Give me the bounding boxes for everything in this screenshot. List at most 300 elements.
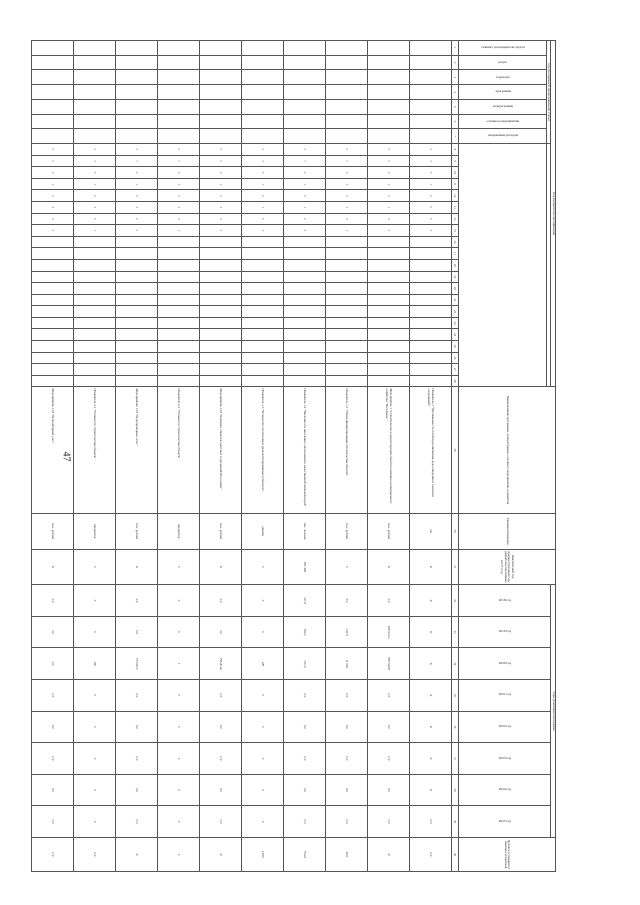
row-year-value: Х <box>409 680 451 712</box>
code-digit-cell: 7 <box>31 155 73 167</box>
row-unit: тыс. рублей <box>115 513 157 549</box>
code-digit-cell: 0 <box>325 167 367 179</box>
code-digit-cell <box>31 70 73 85</box>
code-digit-cell: 1 <box>241 202 283 214</box>
code-digit-cell: 0 <box>157 213 199 225</box>
row-year-value: 0,0 <box>367 680 409 712</box>
row-year-value: 158 204,0 <box>199 648 241 680</box>
row-base-value: 0 <box>73 549 115 585</box>
code-digit-cell <box>367 259 409 271</box>
code-digit-cell <box>73 55 115 70</box>
row-year-value: 0,0 <box>31 743 73 775</box>
code-digit-cell <box>325 271 367 283</box>
row-year-value: Х <box>409 743 451 775</box>
code-digit-cell <box>325 329 367 341</box>
row-year-value: 0,0 <box>283 711 325 743</box>
code-digit-cell <box>31 271 73 283</box>
row-year-value: 0 <box>73 806 115 838</box>
header-code-col: программы <box>458 85 546 100</box>
code-digit-cell: 0 <box>409 190 451 202</box>
row-year-value: 0 <box>157 616 199 648</box>
code-digit-cell <box>367 364 409 376</box>
code-digit-cell <box>115 85 157 100</box>
code-digit-cell <box>325 259 367 271</box>
code-digit-cell: 0 <box>409 213 451 225</box>
code-digit-cell <box>73 375 115 387</box>
code-digit-cell: 0 <box>199 213 241 225</box>
code-digit-cell <box>367 329 409 341</box>
code-digit-cell: 0 <box>199 190 241 202</box>
row-final-value: 0,0 <box>31 837 73 871</box>
code-digit-cell <box>157 283 199 295</box>
code-digit-cell: 7 <box>283 155 325 167</box>
code-digit-cell <box>367 294 409 306</box>
code-digit-cell <box>115 248 157 260</box>
code-digit-cell: 0 <box>241 167 283 179</box>
code-digit-cell <box>115 236 157 248</box>
code-digit-cell <box>283 317 325 329</box>
row-year-value: 0 <box>241 806 283 838</box>
code-digit-cell: 0 <box>73 190 115 202</box>
code-digit-cell <box>409 317 451 329</box>
code-digit-cell <box>325 294 367 306</box>
row-final-value: 0,0 <box>409 837 451 871</box>
code-digit-cell: 0 <box>115 190 157 202</box>
code-digit-cell <box>325 375 367 387</box>
row-year-value: 0,0 <box>31 806 73 838</box>
column-number: 9 <box>451 155 458 167</box>
code-digit-cell <box>325 317 367 329</box>
code-digit-cell <box>199 329 241 341</box>
code-digit-cell <box>409 306 451 318</box>
code-digit-cell <box>409 294 451 306</box>
row-year-value: 0,0 <box>115 680 157 712</box>
code-digit-cell <box>325 129 367 144</box>
code-digit-cell: 7 <box>409 155 451 167</box>
code-digit-cell <box>115 340 157 352</box>
code-digit-cell <box>325 306 367 318</box>
row-year-value: 0,0 <box>367 585 409 617</box>
code-digit-cell <box>115 375 157 387</box>
row-year-value: 0,0 <box>199 774 241 806</box>
row-unit: процентов <box>157 513 199 549</box>
column-number: 12 <box>451 190 458 202</box>
column-number: 32 <box>451 585 458 617</box>
header-year: 2024 год <box>458 774 551 806</box>
row-final-value: 574,6 <box>283 837 325 871</box>
header-year: 2025 год <box>458 806 551 838</box>
code-digit-cell: 0 <box>283 190 325 202</box>
code-digit-cell <box>73 259 115 271</box>
code-digit-cell: 1 <box>199 178 241 190</box>
row-year-value: 0,0 <box>115 774 157 806</box>
code-digit-cell: 0 <box>115 144 157 156</box>
code-digit-cell <box>283 55 325 70</box>
row-base-value: 585 469 <box>283 549 325 585</box>
code-digit-cell <box>115 271 157 283</box>
code-digit-cell <box>283 283 325 295</box>
row-unit: тыс. рублей <box>31 513 73 549</box>
row-year-value: 0,0 <box>283 680 325 712</box>
row-final-value: Х <box>115 837 157 871</box>
code-digit-cell <box>31 352 73 364</box>
row-year-value: 0,0 <box>367 711 409 743</box>
code-digit-cell <box>199 70 241 85</box>
row-year-value: 0,0 <box>367 743 409 775</box>
code-digit-cell <box>73 236 115 248</box>
code-digit-cell <box>367 70 409 85</box>
row-name: Мероприятие 1.03 "Водопроводные сети " <box>115 387 157 513</box>
code-digit-cell <box>73 99 115 114</box>
code-digit-cell <box>241 129 283 144</box>
row-year-value: Х <box>409 648 451 680</box>
row-year-value: 0 <box>157 711 199 743</box>
code-digit-cell <box>199 317 241 329</box>
column-number: 8 <box>451 144 458 156</box>
row-year-value: 0,0 <box>325 711 367 743</box>
column-number: 40 <box>451 837 458 871</box>
row-base-value: 0 <box>241 549 283 585</box>
header-code-digits <box>546 144 551 387</box>
code-digit-cell <box>283 248 325 260</box>
header-code-col: раздел <box>458 55 546 70</box>
code-digit-cell: 0 <box>241 213 283 225</box>
code-digit-cell: 0 <box>367 167 409 179</box>
row-year-value: 1 <box>157 648 199 680</box>
code-digit-cell <box>199 259 241 271</box>
column-number: 15 <box>451 225 458 237</box>
code-digit-cell: 7 <box>367 155 409 167</box>
row-final-value: 0,0 <box>73 837 115 871</box>
code-digit-cell: 0 <box>199 144 241 156</box>
code-digit-cell <box>367 283 409 295</box>
code-digit-cell: 3 <box>241 225 283 237</box>
column-number: 30 <box>451 513 458 549</box>
row-year-value: 0 <box>241 743 283 775</box>
code-digit-cell <box>241 85 283 100</box>
row-final-value: 00,0 <box>325 837 367 871</box>
code-digit-cell <box>73 352 115 364</box>
code-digit-cell <box>325 352 367 364</box>
row-year-value: 0,0 <box>31 711 73 743</box>
column-number: 7 <box>451 129 458 144</box>
code-digit-cell <box>283 70 325 85</box>
code-digit-cell <box>409 236 451 248</box>
code-digit-cell <box>73 317 115 329</box>
column-number: 28 <box>451 375 458 387</box>
code-digit-cell <box>115 55 157 70</box>
code-digit-cell <box>283 259 325 271</box>
row-year-value: 0,0 <box>199 743 241 775</box>
row-unit: км <box>409 513 451 549</box>
column-number: 21 <box>451 294 458 306</box>
code-digit-cell: 0 <box>31 144 73 156</box>
code-digit-cell <box>157 329 199 341</box>
code-digit-cell <box>241 375 283 387</box>
code-digit-cell <box>409 99 451 114</box>
table-row <box>283 41 325 872</box>
code-digit-cell <box>283 340 325 352</box>
code-digit-cell <box>283 129 325 144</box>
code-digit-cell <box>73 41 115 56</box>
code-digit-cell: 0 <box>157 167 199 179</box>
code-digit-cell <box>241 259 283 271</box>
code-digit-cell <box>409 283 451 295</box>
code-digit-cell <box>283 114 325 129</box>
code-digit-cell: 7 <box>199 155 241 167</box>
code-digit-cell: 2 <box>199 202 241 214</box>
program-indicators-table <box>31 40 556 872</box>
code-digit-cell <box>367 41 409 56</box>
table-row <box>73 41 115 872</box>
code-digit-cell <box>115 364 157 376</box>
column-number: 26 <box>451 352 458 364</box>
row-year-value: 0 <box>241 774 283 806</box>
code-digit-cell <box>241 271 283 283</box>
row-year-value: 0,0 <box>199 585 241 617</box>
code-digit-cell <box>157 70 199 85</box>
code-digit-cell <box>199 129 241 144</box>
code-digit-cell <box>199 248 241 260</box>
code-digit-cell <box>409 55 451 70</box>
header-unit: Единица измерения <box>458 513 555 549</box>
code-digit-cell <box>73 340 115 352</box>
code-digit-cell <box>325 70 367 85</box>
code-digit-cell <box>31 375 73 387</box>
row-year-value: 0,0 <box>115 711 157 743</box>
table-body <box>31 41 458 872</box>
row-name: Показатель 3.1 "Готовность строительства объекта" <box>73 387 115 513</box>
code-digit-cell: 7 <box>73 155 115 167</box>
column-number: 6 <box>451 114 458 129</box>
header-year: 2021 год <box>458 680 551 712</box>
code-digit-cell <box>367 352 409 364</box>
column-number: 14 <box>451 213 458 225</box>
row-name: Показатель 1.3 "Количество построенных (реконструированных) объектов" <box>241 387 283 513</box>
code-digit-cell <box>325 55 367 70</box>
code-digit-cell: 0 <box>31 167 73 179</box>
column-number: 3 <box>451 70 458 85</box>
code-digit-cell: 1 <box>157 225 199 237</box>
code-digit-cell: 0 <box>31 190 73 202</box>
row-year-value: 0,0 <box>199 711 241 743</box>
code-digit-cell: 0 <box>409 225 451 237</box>
code-digit-cell <box>157 317 199 329</box>
table-row <box>409 41 451 872</box>
code-digit-cell <box>241 283 283 295</box>
header-code-sub: код программной (непрограммной) статьи <box>546 41 551 144</box>
code-digit-cell: 0 <box>157 190 199 202</box>
header-year: 2019 год <box>458 616 551 648</box>
row-year-value: 11 593 <box>325 648 367 680</box>
code-digit-cell <box>31 85 73 100</box>
code-digit-cell <box>31 114 73 129</box>
row-year-value: 0,0 <box>115 806 157 838</box>
code-digit-cell <box>199 352 241 364</box>
row-year-value: 0,0 <box>199 680 241 712</box>
column-number: 11 <box>451 178 458 190</box>
row-year-value: 0,0 <box>115 616 157 648</box>
row-unit: тыс. рублей <box>367 513 409 549</box>
code-digit-cell <box>367 271 409 283</box>
table-row <box>115 41 157 872</box>
row-year-value: 0,0 <box>199 806 241 838</box>
code-digit-cell: 0 <box>325 190 367 202</box>
code-digit-cell <box>31 294 73 306</box>
code-digit-cell <box>325 85 367 100</box>
code-digit-cell <box>199 236 241 248</box>
code-digit-cell <box>241 329 283 341</box>
table-row <box>367 41 409 872</box>
row-name: Показатель 1.2 "Численность населения, обеспеченного качественной питьевой водой" <box>283 387 325 513</box>
code-digit-cell <box>409 114 451 129</box>
code-digit-cell <box>31 236 73 248</box>
code-digit-cell <box>409 340 451 352</box>
code-digit-cell <box>325 114 367 129</box>
row-base-value: Х <box>115 549 157 585</box>
header-year: 2018 год <box>458 585 551 617</box>
header-code-col: основного мероприятия <box>458 114 546 129</box>
row-year-value: 0,0 <box>367 806 409 838</box>
header-year: 2022 год <box>458 711 551 743</box>
code-digit-cell <box>157 41 199 56</box>
row-year-value: 0,0 <box>325 806 367 838</box>
row-base-value: 0 <box>157 549 199 585</box>
code-digit-cell: 1 <box>325 178 367 190</box>
code-digit-cell: 7 <box>241 155 283 167</box>
code-digit-cell <box>157 375 199 387</box>
code-digit-cell: 0 <box>73 167 115 179</box>
code-digit-cell: 1 <box>115 178 157 190</box>
header-final: Целевое (суммарное) значение показателя <box>458 837 555 871</box>
code-digit-cell <box>283 99 325 114</box>
row-year-value: 0 <box>157 743 199 775</box>
row-name: Показатель 1.1 "Объем финансирования строительства объекта" <box>325 387 367 513</box>
code-digit-cell: 0 <box>283 144 325 156</box>
code-digit-cell: 0 <box>367 190 409 202</box>
header-code-col: подраздел <box>458 70 546 85</box>
code-digit-cell <box>283 85 325 100</box>
row-year-value: 0 <box>241 616 283 648</box>
table-row <box>157 41 199 872</box>
code-digit-cell <box>115 306 157 318</box>
row-year-value: 0,0 <box>325 680 367 712</box>
row-year-value: 0 <box>73 616 115 648</box>
code-digit-cell: 0 <box>31 225 73 237</box>
row-year-value: 0 <box>73 774 115 806</box>
header-code-group: Код бюджетной классификации <box>551 41 556 387</box>
code-digit-cell <box>241 294 283 306</box>
code-digit-cell: 1 <box>367 178 409 190</box>
row-year-value: 0 <box>73 711 115 743</box>
header-code-col: направление расходов <box>458 129 546 144</box>
code-digit-cell <box>73 271 115 283</box>
code-digit-cell <box>409 271 451 283</box>
code-digit-cell <box>283 271 325 283</box>
code-digit-cell: 0 <box>115 167 157 179</box>
header-code-digits-area <box>458 144 546 387</box>
code-digit-cell <box>283 352 325 364</box>
code-digit-cell <box>31 129 73 144</box>
code-digit-cell <box>115 329 157 341</box>
column-number: 17 <box>451 248 458 260</box>
column-number: 34 <box>451 648 458 680</box>
row-name: Показатель 2.1 "Готовность строительства объекта" <box>157 387 199 513</box>
code-digit-cell <box>73 329 115 341</box>
code-digit-cell: 0 <box>283 167 325 179</box>
code-digit-cell: 1 <box>73 225 115 237</box>
code-digit-cell: 7 <box>325 155 367 167</box>
code-digit-cell: 1 <box>31 178 73 190</box>
code-digit-cell <box>283 236 325 248</box>
code-digit-cell <box>409 364 451 376</box>
row-year-value: 0,0 <box>325 585 367 617</box>
code-digit-cell <box>241 70 283 85</box>
row-year-value: Х <box>409 774 451 806</box>
row-year-value: 160,2 <box>283 616 325 648</box>
code-digit-cell: 1 <box>241 178 283 190</box>
column-number: 31 <box>451 549 458 585</box>
code-digit-cell <box>367 114 409 129</box>
code-digit-cell <box>73 248 115 260</box>
code-digit-cell: 0 <box>115 213 157 225</box>
code-digit-cell: 0 <box>325 213 367 225</box>
code-digit-cell <box>325 248 367 260</box>
row-year-value: 268 931,0 <box>367 616 409 648</box>
row-unit: тыс. рублей <box>325 513 367 549</box>
code-digit-cell <box>157 306 199 318</box>
column-number: 16 <box>451 236 458 248</box>
code-digit-cell: 4 <box>31 202 73 214</box>
row-year-value: 0,0 <box>283 774 325 806</box>
column-number: 39 <box>451 806 458 838</box>
code-digit-cell <box>325 236 367 248</box>
code-digit-cell: 1 <box>409 178 451 190</box>
code-digit-cell <box>241 41 283 56</box>
code-digit-cell <box>283 41 325 56</box>
code-digit-cell <box>199 85 241 100</box>
row-year-value: 70 000,0 <box>115 648 157 680</box>
code-digit-cell <box>367 248 409 260</box>
code-digit-cell <box>115 294 157 306</box>
row-name: Мероприятие 1.02 "Комплекс объектов очистных сооружений Поселения " <box>199 387 241 513</box>
code-digit-cell <box>73 283 115 295</box>
code-digit-cell <box>73 85 115 100</box>
code-digit-cell <box>409 41 451 56</box>
code-digit-cell <box>241 364 283 376</box>
code-digit-cell <box>241 55 283 70</box>
code-digit-cell: 0 <box>241 190 283 202</box>
table-row <box>31 41 73 872</box>
code-digit-cell <box>199 99 241 114</box>
row-year-value: 0,0 <box>325 774 367 806</box>
row-year-value: 0 <box>73 743 115 775</box>
code-digit-cell <box>115 99 157 114</box>
code-digit-cell <box>241 236 283 248</box>
code-digit-cell <box>199 271 241 283</box>
page-number: 47 <box>60 451 72 462</box>
code-digit-cell <box>157 248 199 260</box>
column-number: 23 <box>451 317 458 329</box>
code-digit-cell <box>31 99 73 114</box>
code-digit-cell <box>409 329 451 341</box>
code-digit-cell <box>199 114 241 129</box>
code-digit-cell <box>241 99 283 114</box>
code-digit-cell <box>325 364 367 376</box>
row-year-value: 0 <box>241 585 283 617</box>
row-year-value: 0,0 <box>283 806 325 838</box>
code-digit-cell: 0 <box>409 144 451 156</box>
